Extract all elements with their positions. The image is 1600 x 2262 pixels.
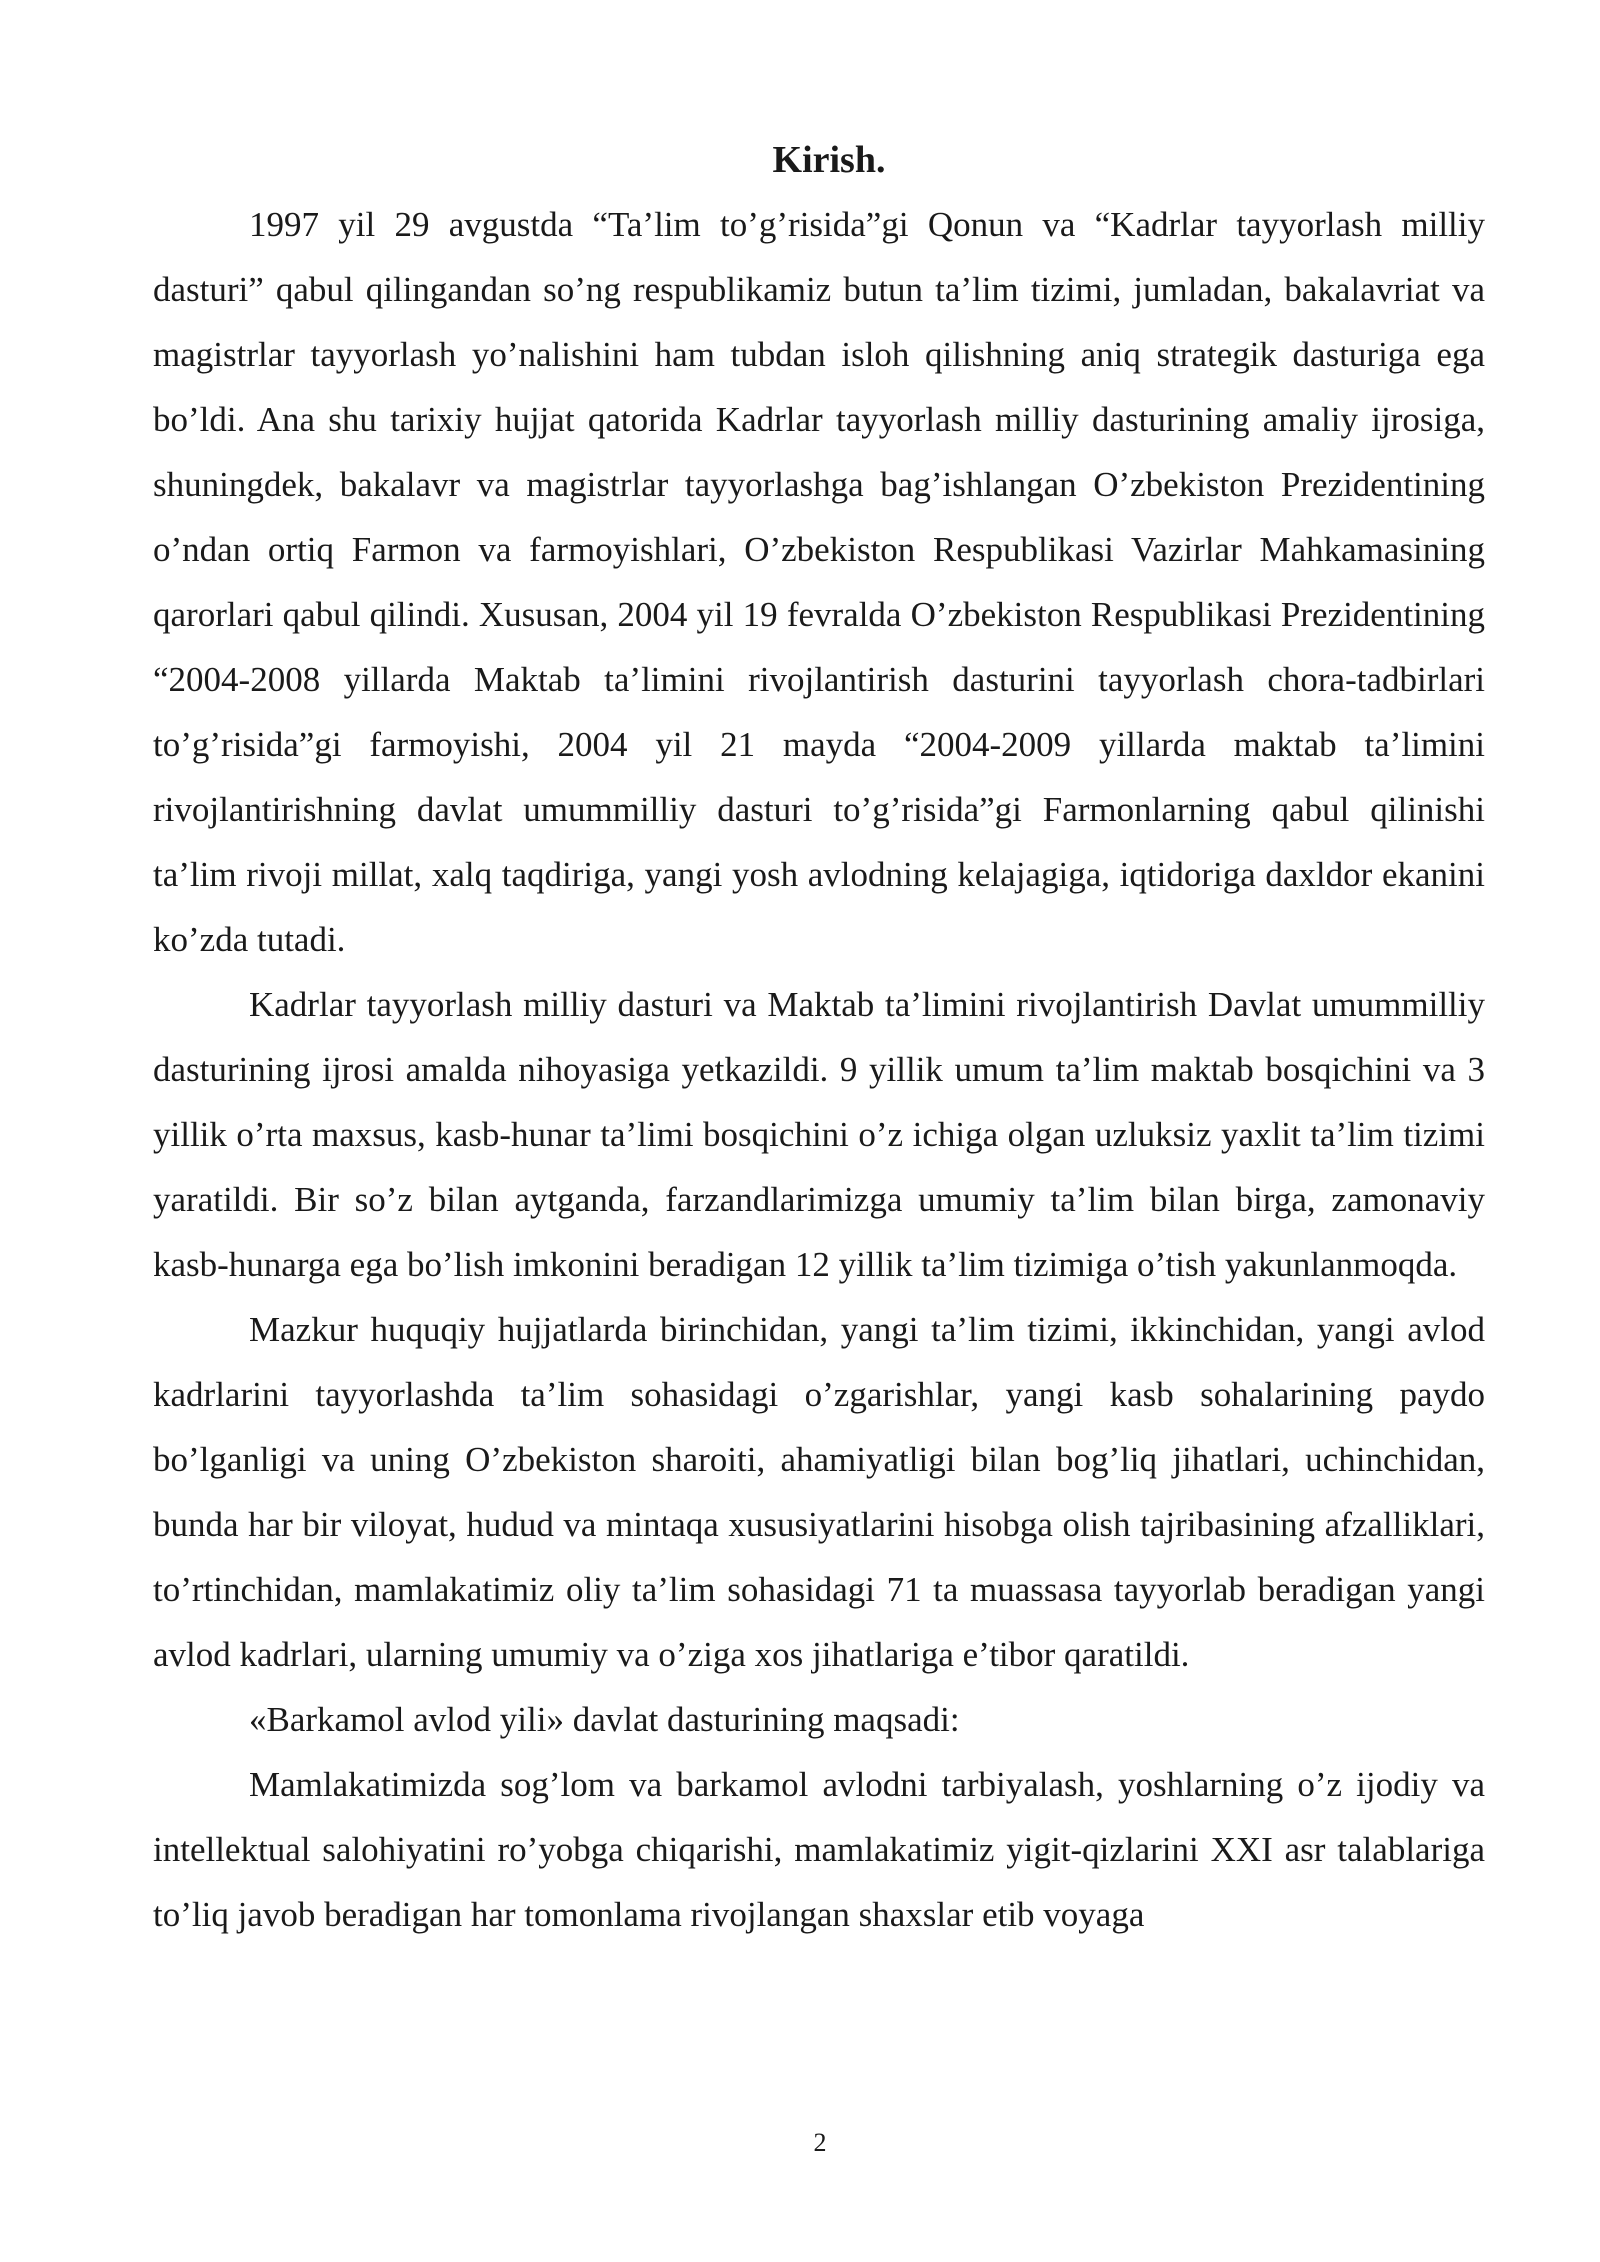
paragraph-4: «Barkamol avlod yili» davlat dasturining maqsadi: [249, 1700, 960, 1739]
paragraph-5: Mamlakatimizda sog’lom va barkamol avlodni tarbiyalash, yoshlarning o’z ijodiy va intellektual salohiyatini ro’yobga chiqarishi, mamlakatimiz yigit-qizlarini XXI asr talablariga to’liq javob beradigan har tomonlama rivojlangan shaxslar etib voyaga [153, 1765, 1485, 1934]
document-body [153, 130, 1485, 1947]
paragraph-3: Mazkur huquqiy hujjatlarda birinchidan, yangi ta’lim tizimi, ikkinchidan, yangi avlod kadrlarini tayyorlashda ta’lim sohasidagi o’zgarishlar, yangi kasb sohalarining paydo bo’lganligi va uning O’zbekiston sharoiti, ahamiyatligi bilan bog’liq jihatlari, uchinchidan, bunda har bir viloyat, hudud va mintaqa xususiyatlarini hisobga olish tajribasining afzalliklari, to’rtinchidan, mamlakatimiz oliy ta’lim sohasidagi 71 ta muassasa tayyorlab beradigan yangi avlod kadrlari, ularning umumiy va o’ziga xos jihatlariga e’tibor qaratildi. [153, 1310, 1485, 1674]
paragraph-1: 1997 yil 29 avgustda “Ta’lim to’g’risida”gi Qonun va “Kadrlar tayyorlash milliy dasturi” qabul qilingandan so’ng respublikamiz butun ta’lim tizimi, jumladan, bakalavriat va magistrlar tayyorlash yo’nalishini ham tubdan isloh qilishning aniq strategik dasturiga ega bo’ldi. Ana shu tarixiy hujjat qatorida Kadrlar tayyorlash milliy dasturining amaliy ijrosiga, shuningdek, bakalavr va magistrlar tayyorlashga bag’ishlangan O’zbekiston Prezidentining o’ndan ortiq Farmon va farmoyishlari, O’zbekiston Respublikasi Vazirlar Mahkamasining qarorlari qabul qilindi. Xususan, 2004 yil 19 fevralda O’zbekiston Respublikasi Prezidentining “2004-2008 yillarda Maktab ta’limini rivojlantirish dasturini tayyorlash chora-tadbirlari to’g’risida”gi farmoyishi, 2004 yil 21 mayda “2004-2009 yillarda maktab ta’limini rivojlantirishning davlat umummilliy dasturi to’g’risida”gi Farmonlarning qabul qilinishi ta’lim rivoji millat, xalq taqdiriga, yangi yosh avlodning kelajagiga, iqtidoriga daxldor ekanini ko’zda tutadi. [153, 205, 1485, 959]
paragraph-2: Kadrlar tayyorlash milliy dasturi va Maktab ta’limini rivojlantirish Davlat umummilliy dasturining ijrosi amalda nihoyasiga yetkazildi. 9 yillik umum ta’lim maktab bosqichini va 3 yillik o’rta maxsus, kasb-hunar ta’limi bosqichini o’z ichiga olgan uzluksiz yaxlit ta’lim tizimi yaratildi. Bir so’z bilan aytganda, farzandlarimizga umumiy ta’lim bilan birga, zamonaviy kasb-hunarga ega bo’lish imkonini beradigan 12 yillik ta’lim tizimiga o’tish yakunlanmoqda. [153, 985, 1485, 1284]
section-title: Kirish. [772, 139, 886, 181]
page-number: 2 [813, 2128, 827, 2157]
